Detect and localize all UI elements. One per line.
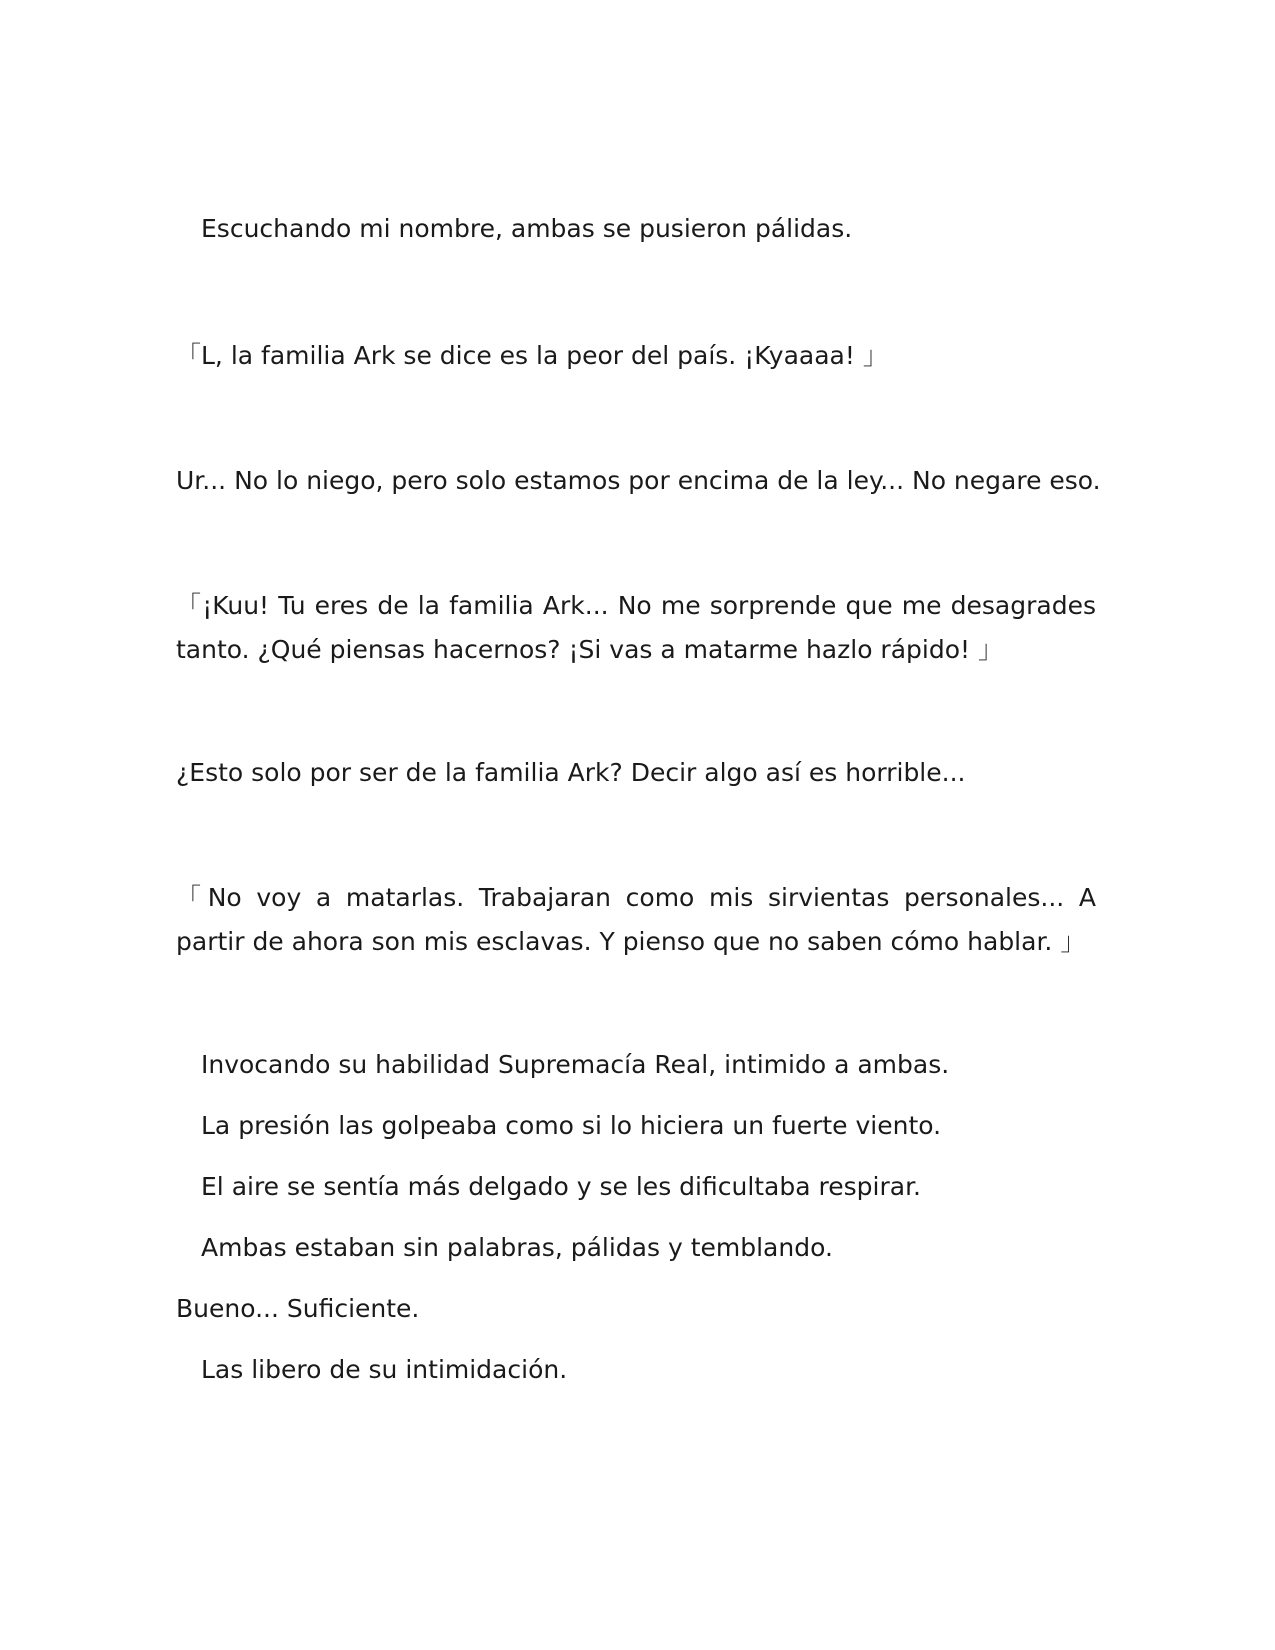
paragraph-narration-4: El aire se sentía más delgado y se les dificultaba respirar. xyxy=(201,1172,921,1201)
paragraph-thought-2: ¿Esto solo por ser de la familia Ark? Decir algo así es horrible... xyxy=(176,758,966,787)
paragraph-thought-3: Bueno... Suficiente. xyxy=(176,1294,420,1323)
paragraph-narration-3: La presión las golpeaba como si lo hiciera un fuerte viento. xyxy=(201,1111,942,1140)
paragraph-dialogue-2: 「¡Kuu! Tu eres de la familia Ark... No me sorprende que me desagrades tanto. ¿Qué piensas hacernos? ¡Si vas a matarme hazlo rápido! 」 xyxy=(176,591,1096,664)
paragraph-dialogue-1: 「L, la familia Ark se dice es la peor del país. ¡Kyaaaa! 」 xyxy=(176,341,888,370)
paragraph-narration-6: Las libero de su intimidación. xyxy=(201,1355,568,1384)
paragraph-narration-1: Escuchando mi nombre, ambas se pusieron pálidas. xyxy=(201,214,853,243)
paragraph-narration-5: Ambas estaban sin palabras, pálidas y temblando. xyxy=(201,1233,833,1262)
paragraph-narration-2: Invocando su habilidad Supremacía Real, intimido a ambas. xyxy=(201,1050,950,1079)
paragraph-dialogue-3: 「No voy a matarlas. Trabajaran como mis sirvientas personales... A partir de ahora son mis esclavas. Y pienso que no saben cómo hablar. 」 xyxy=(176,883,1096,956)
paragraph-thought-1: Ur... No lo niego, pero solo estamos por encima de la ley... No negare eso. xyxy=(176,466,1101,495)
